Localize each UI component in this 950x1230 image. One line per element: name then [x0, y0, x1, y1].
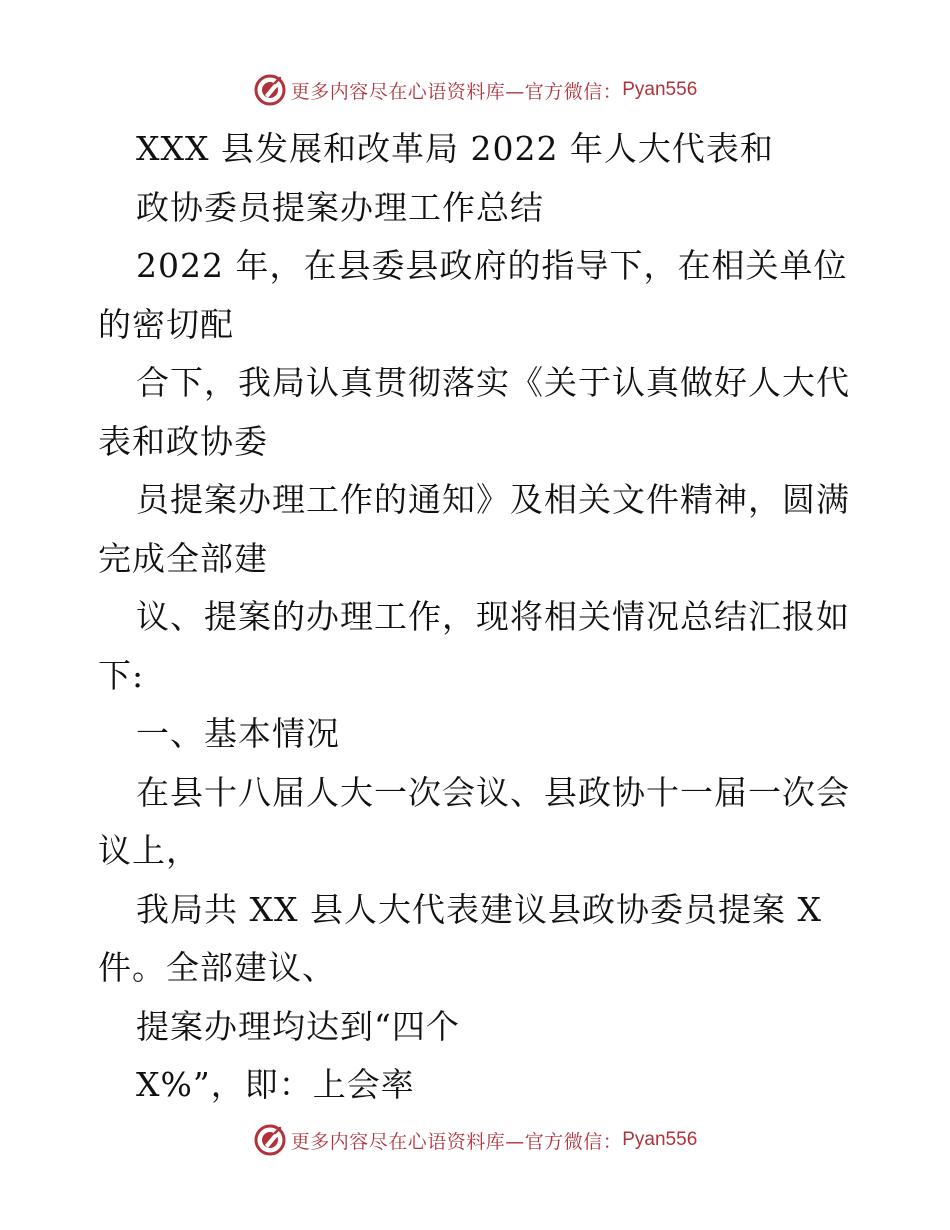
- paragraph-line: 件。全部建议、: [98, 948, 336, 987]
- paragraph-line: 议、提案的办理工作，现将相关情况总结汇报如: [136, 597, 850, 636]
- paragraph-line: X%”，即：上会率: [136, 1065, 415, 1104]
- watermark-banner-top: [0, 70, 950, 110]
- paragraph-line: 2022 年，在县委县政府的指导下，在相关单位: [136, 246, 848, 285]
- paragraph-line: 提案办理均达到“四个: [136, 1006, 460, 1046]
- watermark-banner-bottom: [0, 1120, 950, 1160]
- paragraph-line: 我局共 XX 县人大代表建议县政协委员提案 X: [136, 889, 822, 929]
- paragraph-line: 议上，: [98, 831, 200, 870]
- document-body: [98, 120, 858, 1115]
- watermark-text: 更多内容尽在心语资料库—官方微信：: [290, 1130, 623, 1153]
- pen-nib-seal-icon: [253, 73, 287, 107]
- paragraph-line: 表和政协委: [98, 421, 268, 461]
- pen-nib-seal-icon: [253, 1123, 287, 1157]
- paragraph-line: 员提案办理工作的通知》及相关文件精神，圆满: [136, 480, 850, 519]
- paragraph-line: 下:: [98, 655, 145, 695]
- watermark-wechat-id: Pyan556: [622, 79, 698, 100]
- document-title-line-1: XXX 县发展和改革局 2022 年人大代表和: [136, 129, 774, 168]
- paragraph-line: 的密切配: [98, 304, 234, 344]
- paragraph-line: 完成全部建: [98, 538, 268, 578]
- document-title-line-2: 政协委员提案办理工作总结: [136, 187, 544, 227]
- watermark-wechat-id: Pyan556: [622, 1129, 698, 1150]
- paragraph-line: 合下，我局认真贯彻落实《关于认真做好人大代: [136, 363, 850, 402]
- paragraph-line: 在县十八届人大一次会议、县政协十一届一次会: [136, 772, 850, 812]
- section-heading: 一、基本情况: [136, 714, 340, 753]
- watermark-text: 更多内容尽在心语资料库—官方微信：: [290, 80, 623, 103]
